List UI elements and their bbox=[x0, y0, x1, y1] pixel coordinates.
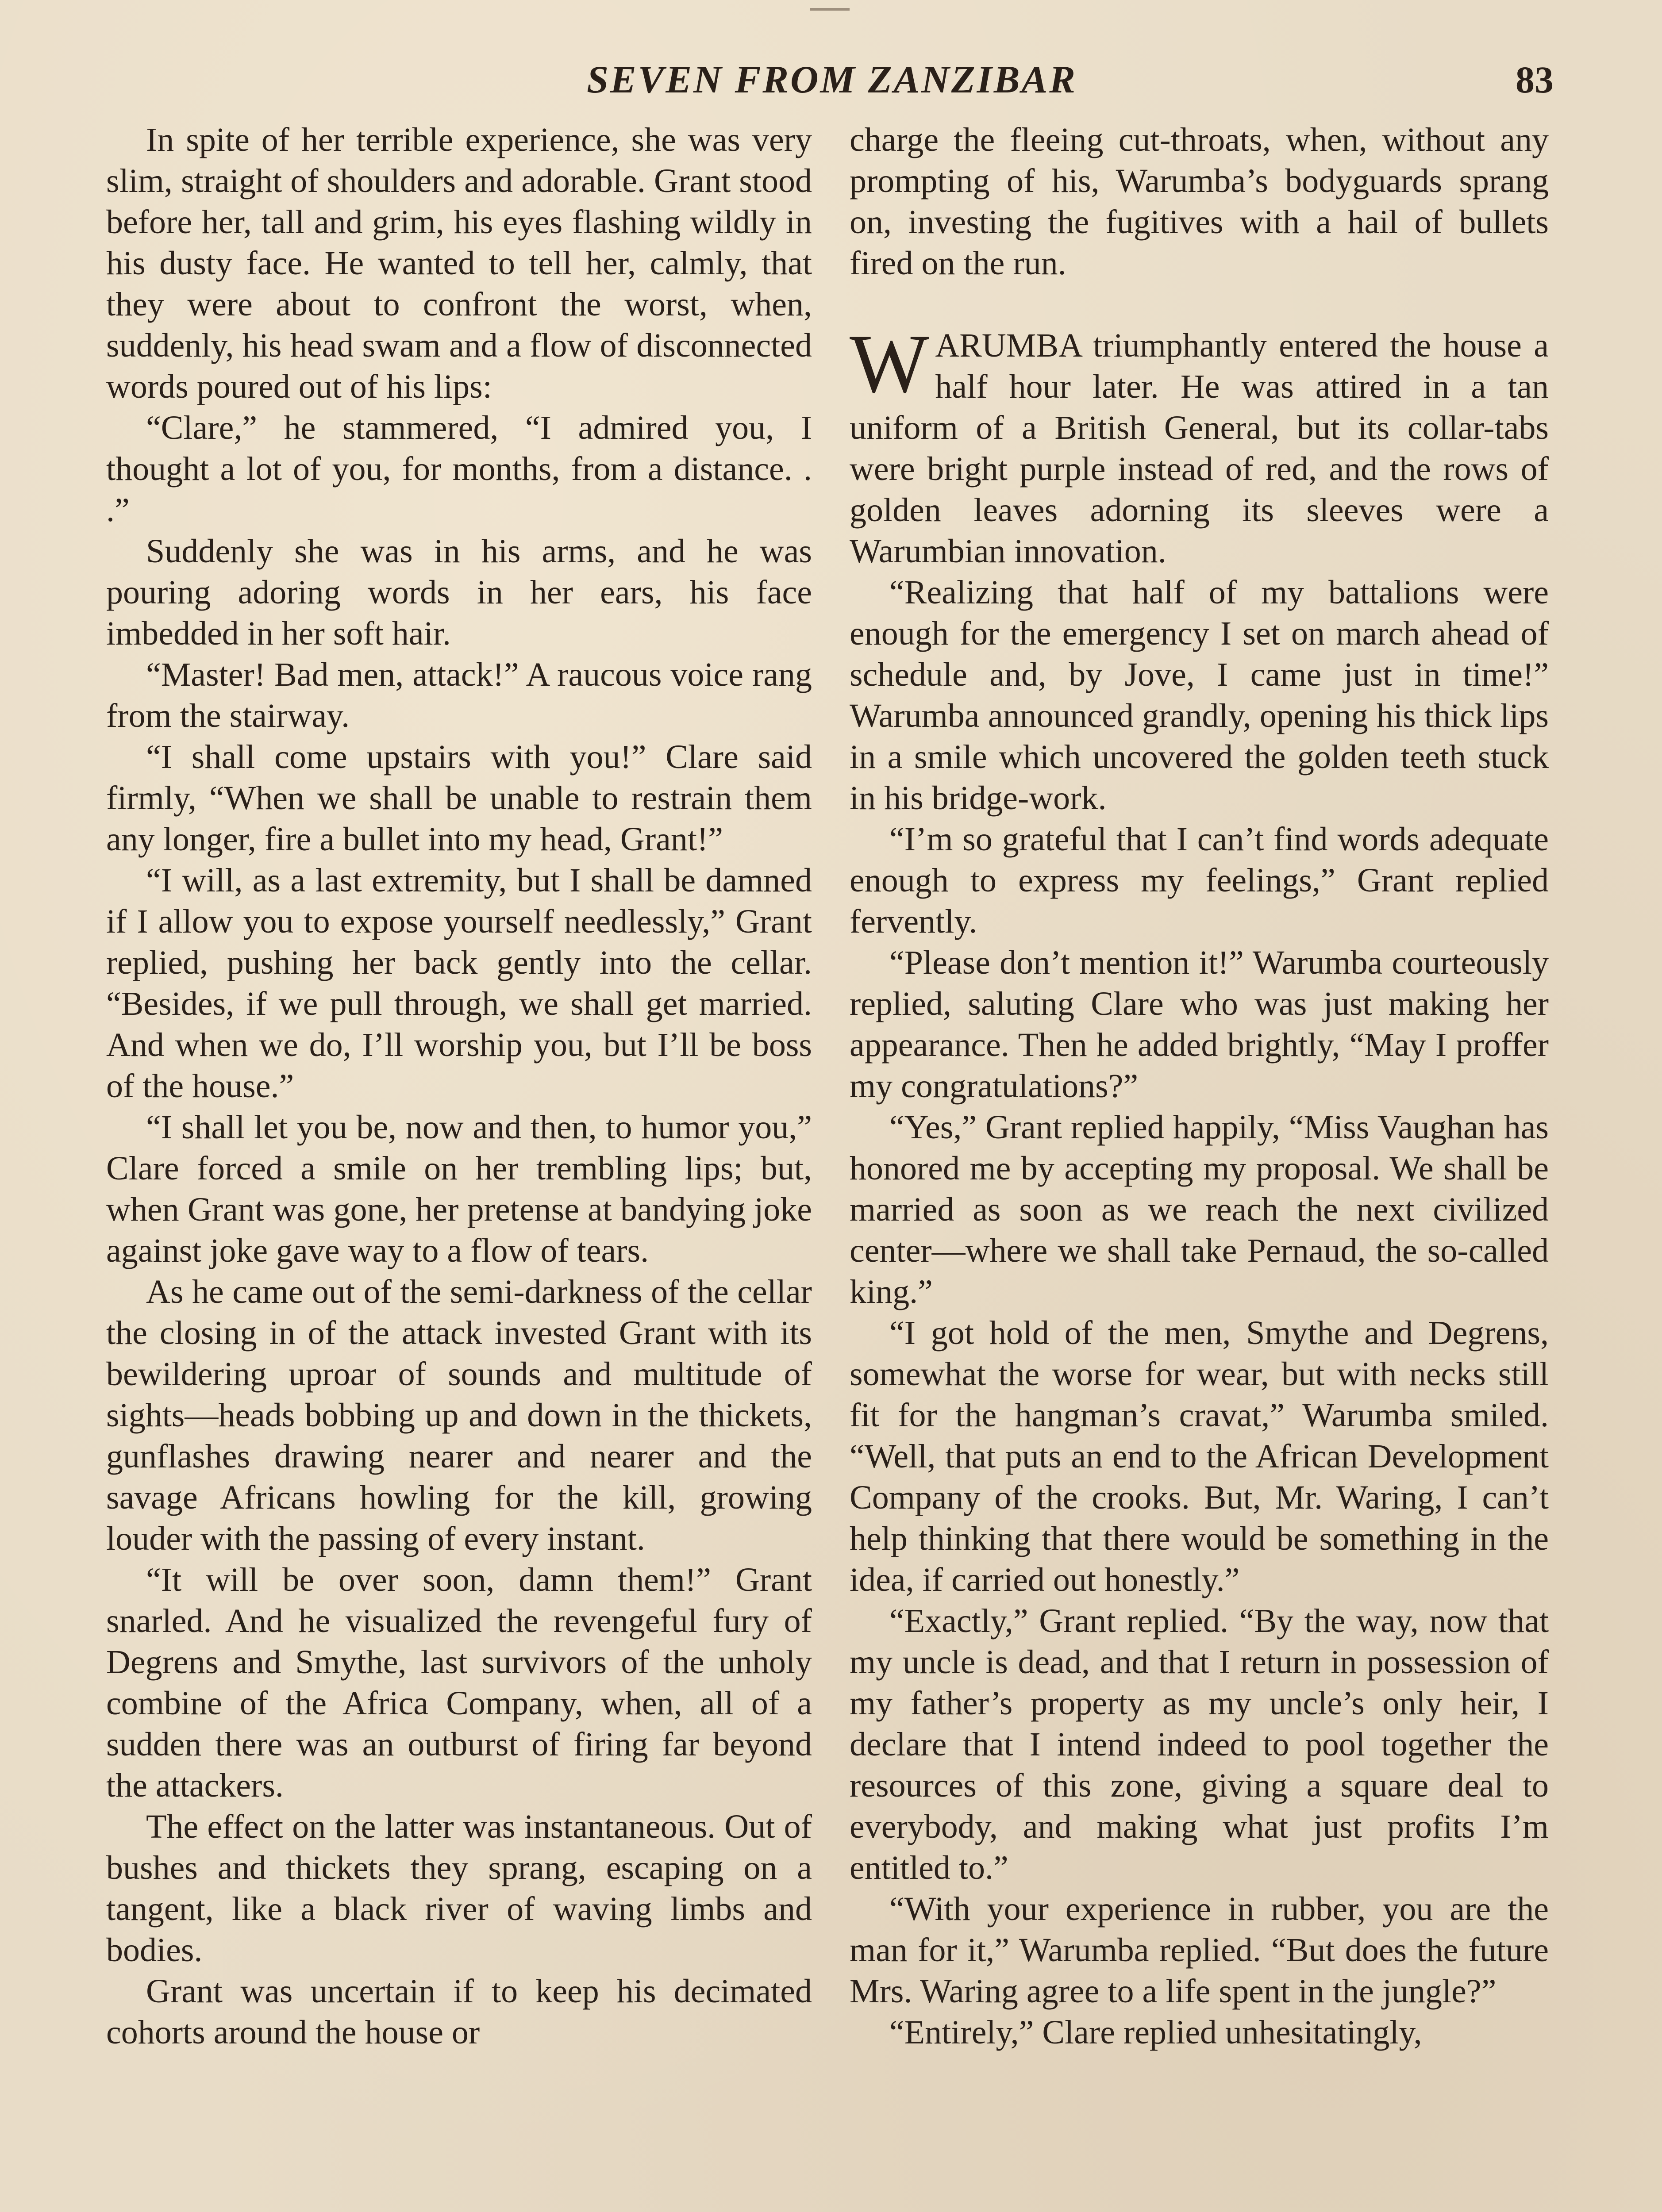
paragraph: “Clare,” he stammered, “I admired you, I thought a lot of you, for months, from a distance. . .” bbox=[106, 409, 812, 529]
paragraph: “Exactly,” Grant replied. “By the way, now that my uncle is dead, and that I return in possession of my father’s property as my uncle’s only heir, I declare that I intend indeed to pool together the resources of this zone, giving a square deal to everybody, and making what just profits I’m entitled to.” bbox=[850, 1602, 1549, 1886]
left-column bbox=[106, 119, 812, 2053]
paragraph: “I shall come upstairs with you!” Clare said firmly, “When we shall be unable to restrain them any longer, fire a bullet into my head, Grant!” bbox=[106, 738, 812, 858]
paragraph: “Please don’t mention it!” Warumba courteously replied, saluting Clare who was just making her appearance. Then he added brightly, “May I proffer my congratulations?” bbox=[850, 944, 1549, 1105]
paragraph: “I will, as a last extremity, but I shall be damned if I allow you to expose yourself needlessly,” Grant replied, pushing her back gently into the cellar. “Besides, if we pull through, we shall get married. And when we do, I’ll worship you, but I’ll be boss of the house.” bbox=[106, 862, 812, 1105]
paragraph: “It will be over soon, damn them!” Grant snarled. And he visualized the revengeful fury of Degrens and Smythe, last survivors of the unholy combine of the Africa Company, when, all of a sudden there was an outburst of firing far beyond the attackers. bbox=[106, 1561, 812, 1804]
paragraph: As he came out of the semi-darkness of the cellar the closing in of the attack invested Grant with its bewildering uproar of sounds and multitude of sights—heads bobbing up and down in the thickets, gunflashes drawing nearer and nearer and the savage Africans howling for the kill, growing louder with the passing of every instant. bbox=[106, 1273, 812, 1557]
paragraph: “Realizing that half of my battalions were enough for the emergency I set on march ahead of schedule and, by Jove, I came just in time!” Warumba announced grandly, opening his thick lips in a smile which uncovered the golden teeth stuck in his bridge-work. bbox=[850, 574, 1549, 817]
top-rule bbox=[810, 8, 850, 11]
paragraph: “With your experience in rubber, you are the man for it,” Warumba replied. “But does the future Mrs. Waring agree to a life spent in the jungle?” bbox=[850, 1890, 1549, 2010]
continued-paragraph: charge the fleeing cut-throats, when, without any prompting of his, Warumba’s bodyguards sprang on, investing the fugitives with a hail of bullets fired on the run. bbox=[850, 121, 1549, 282]
paragraph: “I’m so grateful that I can’t find words adequate enough to express my feelings,” Grant replied fervently. bbox=[850, 821, 1549, 940]
page-number: 83 bbox=[1516, 58, 1554, 101]
paragraph: “Yes,” Grant replied happily, “Miss Vaughan has honored me by accepting my proposal. We shall be married as soon as we reach the next civilized center—where we shall take Pernaud, the so-called king.” bbox=[850, 1109, 1549, 1310]
paragraph: “Entirely,” Clare replied unhesitatingly, bbox=[889, 2014, 1422, 2051]
dropcap-letter: W bbox=[850, 318, 929, 411]
right-column bbox=[850, 119, 1549, 2053]
paragraph: “Master! Bad men, attack!” A raucous voice rang from the stairway. bbox=[106, 656, 812, 734]
paragraph: Suddenly she was in his arms, and he was pouring adoring words in her ears, his face imbedded in her soft hair. bbox=[106, 533, 812, 652]
paragraph: “I shall let you be, now and then, to humor you,” Clare forced a smile on her trembling lips; but, when Grant was gone, her pretense at bandying joke against joke gave way to a flow of tears. bbox=[106, 1109, 812, 1269]
paragraph: “I got hold of the men, Smythe and Degrens, somewhat the worse for wear, but with necks still fit for the hangman’s cravat,” Warumba smiled. “Well, that puts an end to the African Development Company of the crooks. But, Mr. Waring, I can’t help thinking that there would be something in the idea, if carried out honestly.” bbox=[850, 1314, 1549, 1598]
section-break bbox=[850, 284, 1549, 325]
paragraph: The effect on the latter was instantaneous. Out of bushes and thickets they sprang, escaping on a tangent, like a black river of waving limbs and bodies. bbox=[106, 1808, 812, 1969]
paragraph: In spite of her terrible experience, she was very slim, straight of shoulders and adorable. Grant stood before her, tall and grim, his eyes flashing wildly in his dusty face. He wanted to tell her, calmly, that they were about to confront the worst, when, suddenly, his head swam and a flow of disconnected words poured out of his lips: bbox=[106, 121, 812, 405]
running-title: SEVEN FROM ZANZIBAR bbox=[587, 58, 1077, 101]
paragraph: Grant was uncertain if to keep his decimated cohorts around the house or bbox=[106, 1973, 812, 2051]
dropcap-paragraph bbox=[850, 318, 1549, 572]
dropcap-paragraph-text: ARUMBA triumphantly entered the house a half hour later. He was attired in a tan uniform of a British General, but its collar-tabs were bright purple instead of red, and the rows of golden leaves adorning its sleeves were a Warumbian innovation. bbox=[850, 327, 1549, 570]
